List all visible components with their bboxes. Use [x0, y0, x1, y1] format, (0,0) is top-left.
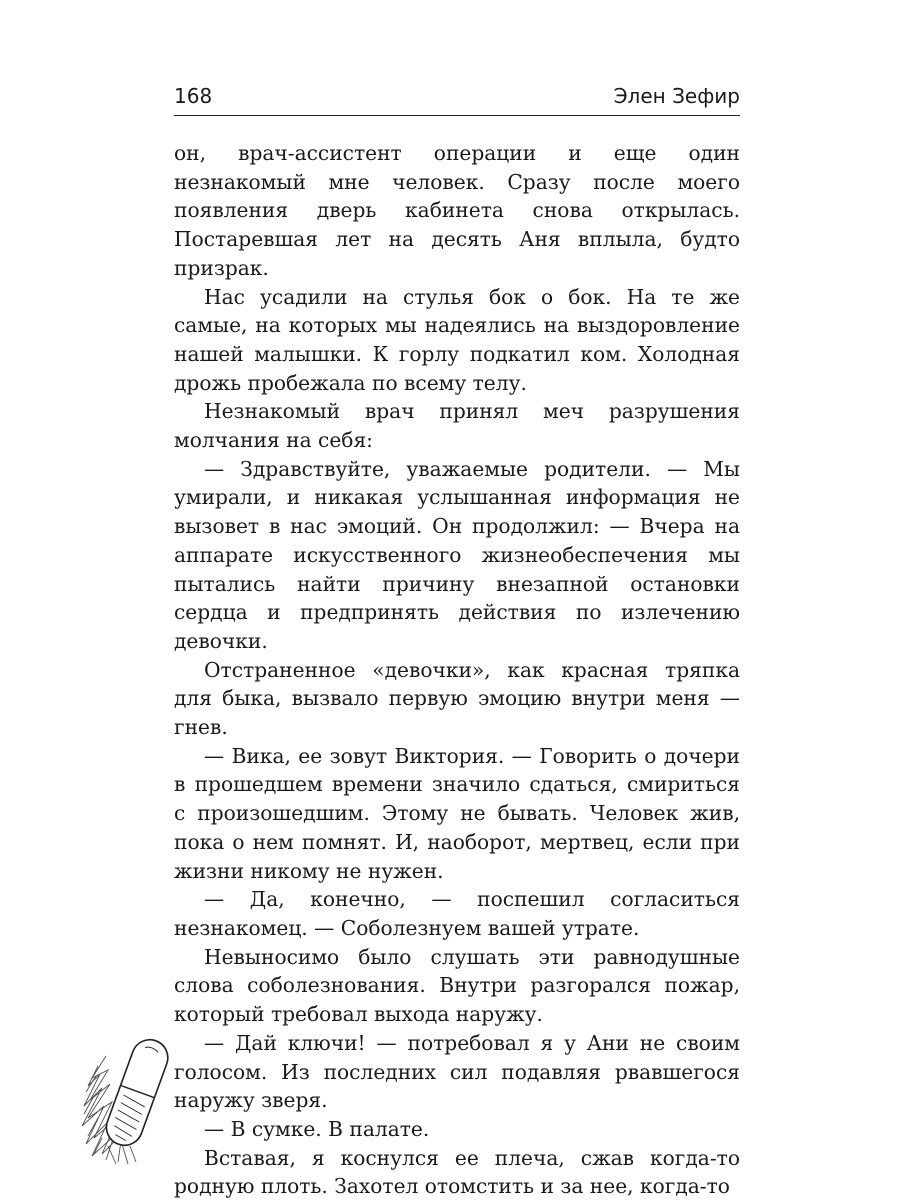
paragraph: — Дай ключи! — потребовал я у Ани не своим голосом. Из последних сил подавляя рвавшегося наружу зверя.	[174, 1030, 740, 1113]
paragraph: Невыносимо было слушать эти равнодушные слова соболезнования. Внутри разгорался пожар, который требовал выхода наружу.	[174, 944, 740, 1027]
paragraph: он, врач-ассистент операции и еще один незнакомый мне человек. Сразу после моего появления дверь кабинета снова открылась. Постаревшая лет на десять Аня вплыла, будто призрак.	[174, 141, 740, 280]
paragraph: Вставая, я коснулся ее плеча, сжав когда-то родную плоть. Захотел отомстить и за нее, когда-то	[174, 1145, 740, 1199]
paragraph: — Вика, ее зовут Виктория. — Говорить о дочери в прошедшем времени значило сдаться, смириться с произошедшим. Этому не бывать. Человек жив, пока о нем помнят. И, наоборот, мертвец, если при жизни никому не нужен.	[174, 743, 740, 883]
paragraph: — В сумке. В палате.	[204, 1116, 430, 1141]
header-rule	[174, 115, 740, 116]
running-title: Элен Зефир	[613, 84, 740, 108]
page-header	[174, 84, 740, 114]
page-number: 168	[174, 84, 213, 108]
paragraph: Незнакомый врач принял меч разрушения молчания на себя:	[174, 399, 740, 453]
body-text	[174, 139, 740, 1201]
paragraph: Нас усадили на стулья бок о бок. На те же самые, на которых мы надеялись на выздоровление нашей малышки. К горлу подкатил ком. Холодная дрожь пробежала по всему телу.	[174, 284, 740, 395]
paragraph: — Здравствуйте, уважаемые родители. — Мы умирали, и никакая услышанная информация не вызовет в нас эмоций. Он продолжил: — Вчера на аппарате искусственного жизнеобеспечения мы пытались найти причину внезапной остановки сердца и предпринять действия по излечению девочки.	[174, 456, 740, 653]
paragraph: — Да, конечно, — поспешил согласиться незнакомец. — Соболезнуем вашей утрате.	[174, 887, 740, 940]
paragraph: Отстраненное «девочки», как красная тряпка для быка, вызвало первую эмоцию внутри меня — гнев.	[174, 657, 740, 740]
pill-capsule-illustration	[78, 1026, 178, 1166]
